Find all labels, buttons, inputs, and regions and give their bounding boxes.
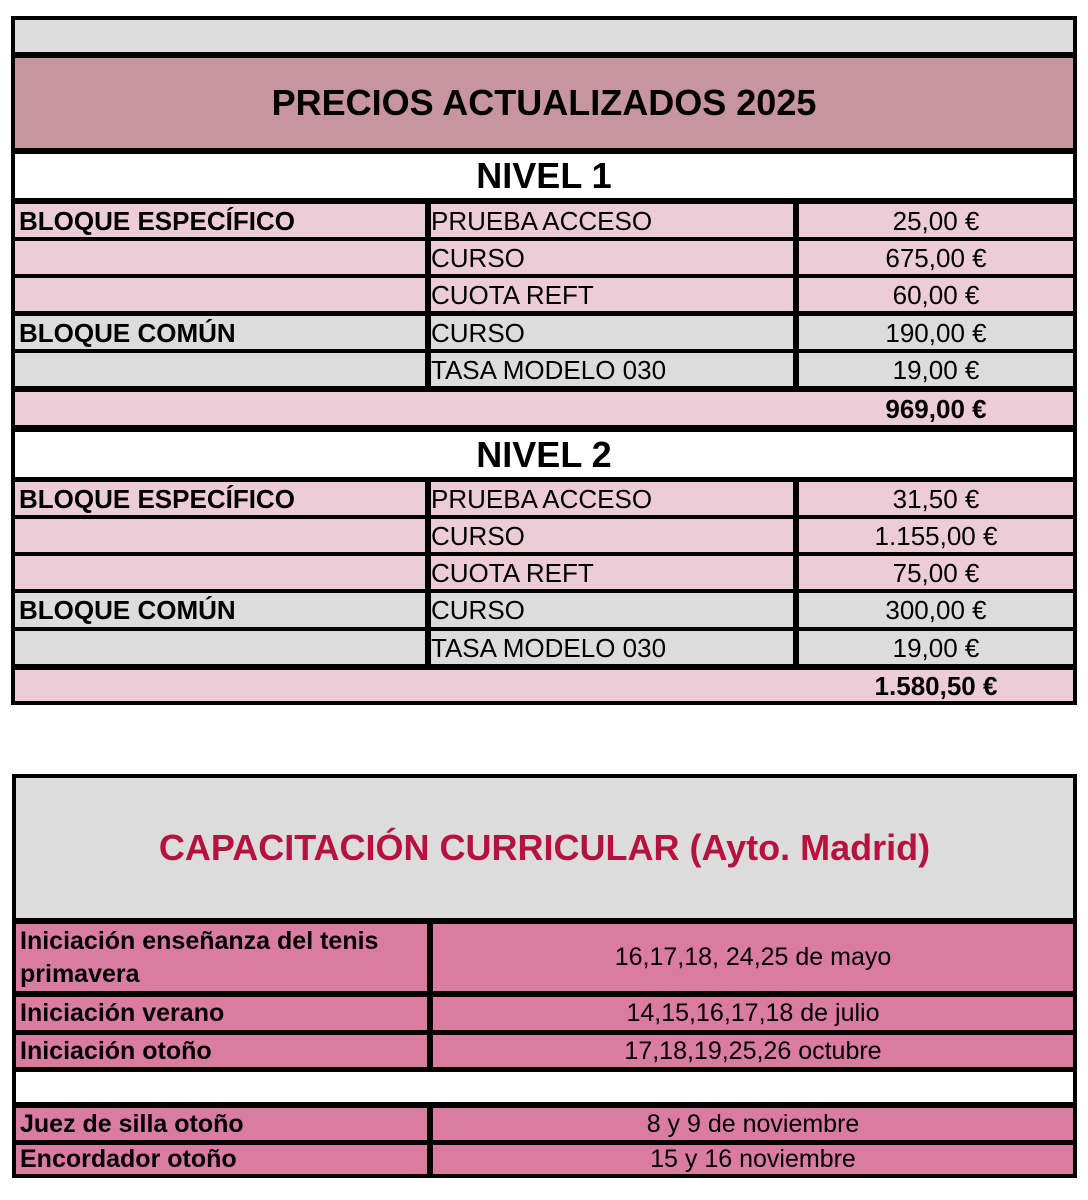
table-row <box>15 593 1073 627</box>
table-row <box>15 316 1073 349</box>
price-value: 19,00 € <box>799 631 1073 664</box>
course-dates: 8 y 9 de noviembre <box>433 1108 1073 1140</box>
block-label <box>15 353 425 386</box>
level-2-title: NIVEL 2 <box>476 433 612 475</box>
concept-label: CURSO <box>431 316 793 349</box>
spacer-row <box>16 1072 1073 1102</box>
block-label <box>15 631 425 664</box>
price-value: 19,00 € <box>799 353 1073 386</box>
level-1-total-row <box>15 392 1073 425</box>
course-name: Encordador otoño <box>16 1145 427 1174</box>
block-label <box>15 556 425 589</box>
concept-label: CURSO <box>431 519 793 552</box>
concept-label: CUOTA REFT <box>431 278 793 311</box>
course-dates: 17,18,19,25,26 octubre <box>433 1035 1073 1067</box>
concept-label: PRUEBA ACCESO <box>431 204 793 237</box>
block-label <box>15 278 425 311</box>
price-value: 25,00 € <box>799 204 1073 237</box>
concept-label: CUOTA REFT <box>431 556 793 589</box>
course-name: Juez de silla otoño <box>16 1108 427 1140</box>
level-2-total: 1.580,50 € <box>874 670 998 701</box>
concept-label: PRUEBA ACCESO <box>431 482 793 515</box>
course-name: Iniciación otoño <box>16 1035 427 1067</box>
course-dates: 15 y 16 noviembre <box>433 1145 1073 1174</box>
training-table <box>12 774 1077 1178</box>
level-1-total: 969,00 € <box>885 393 987 424</box>
price-value: 190,00 € <box>799 316 1073 349</box>
table-row <box>15 519 1073 552</box>
table-row <box>15 278 1073 311</box>
table-row <box>16 924 1073 991</box>
training-title-row <box>16 778 1073 918</box>
prices-top-strip <box>15 20 1073 52</box>
price-value: 60,00 € <box>799 278 1073 311</box>
concept-label: TASA MODELO 030 <box>431 353 793 386</box>
level-1-title: NIVEL 1 <box>476 155 612 196</box>
table-row <box>15 482 1073 515</box>
course-dates: 14,15,16,17,18 de julio <box>433 997 1073 1030</box>
level-2-total-row <box>15 670 1073 701</box>
block-label <box>15 519 425 552</box>
prices-title: PRECIOS ACTUALIZADOS 2025 <box>271 82 817 123</box>
table-row <box>16 1108 1073 1140</box>
table-row <box>16 1035 1073 1067</box>
course-dates: 16,17,18, 24,25 de mayo <box>433 924 1073 991</box>
price-value: 31,50 € <box>799 482 1073 515</box>
table-row <box>15 556 1073 589</box>
price-value: 1.155,00 € <box>799 519 1073 552</box>
table-row <box>15 204 1073 237</box>
concept-label: CURSO <box>431 241 793 274</box>
price-value: 675,00 € <box>799 241 1073 274</box>
block-label: BLOQUE COMÚN <box>15 593 425 627</box>
block-label <box>15 241 425 274</box>
course-name: Iniciación verano <box>16 997 427 1030</box>
prices-title-row <box>15 58 1073 148</box>
course-name: Iniciación enseñanza del tenis primavera <box>16 924 427 991</box>
table-row <box>16 997 1073 1030</box>
table-row <box>15 241 1073 274</box>
concept-label: CURSO <box>431 593 793 627</box>
block-label: BLOQUE ESPECÍFICO <box>15 482 425 515</box>
table-row <box>16 1145 1073 1174</box>
block-label: BLOQUE ESPECÍFICO <box>15 204 425 237</box>
block-label: BLOQUE COMÚN <box>15 316 425 349</box>
training-title: CAPACITACIÓN CURRICULAR (Ayto. Madrid) <box>158 827 931 868</box>
price-value: 75,00 € <box>799 556 1073 589</box>
price-value: 300,00 € <box>799 593 1073 627</box>
level-2-header <box>15 432 1073 477</box>
table-row <box>15 631 1073 664</box>
level-1-header <box>15 154 1073 198</box>
table-row <box>15 353 1073 386</box>
concept-label: TASA MODELO 030 <box>431 631 793 664</box>
prices-table <box>11 16 1077 705</box>
